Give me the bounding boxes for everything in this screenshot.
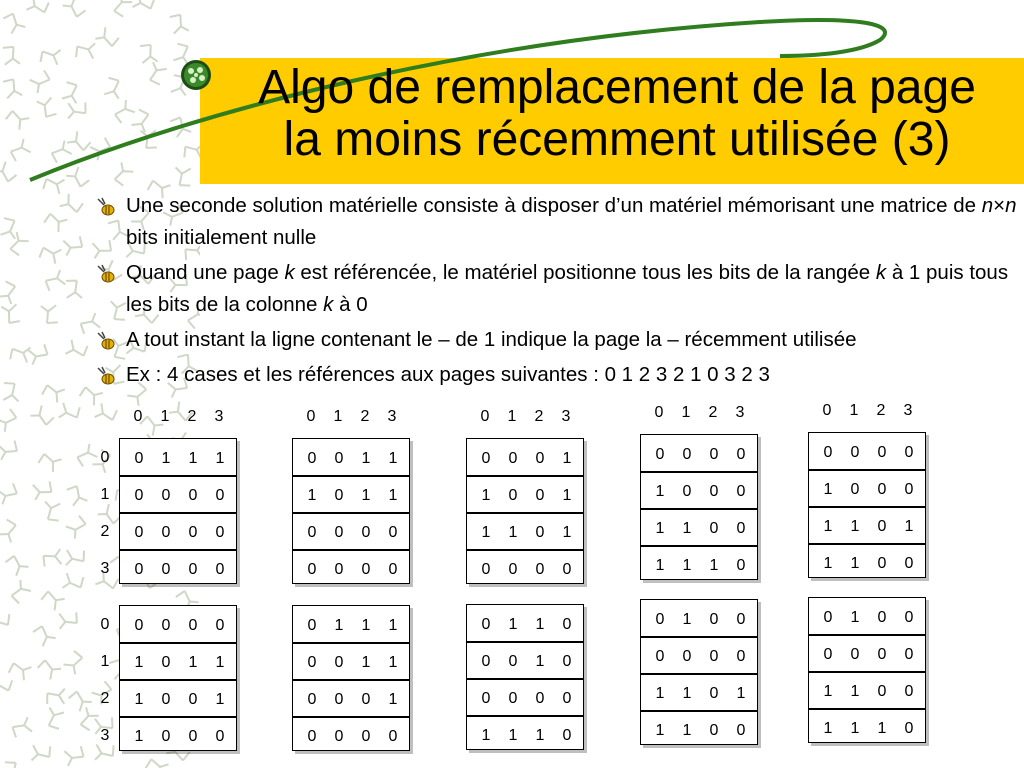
bullet-text: Ex : 4 cases et les références aux pages suivantes : 0 1 2 3 2 1 0 3 2 3 xyxy=(126,363,770,386)
row-label: 0 xyxy=(100,616,110,633)
matrix-cell: 0 xyxy=(709,722,719,739)
matrix-cell: 0 xyxy=(904,609,914,626)
matrix-cell: 1 xyxy=(388,450,398,467)
matrix-cell: 1 xyxy=(215,691,225,708)
bullet-text: Quand une page xyxy=(126,261,285,284)
matrix-cell: 0 xyxy=(334,450,344,467)
matrix-cell: 0 xyxy=(361,691,371,708)
matrix-cell: 0 xyxy=(535,690,545,707)
matrix-cell: 0 xyxy=(334,691,344,708)
matrix-cell: 0 xyxy=(508,690,518,707)
matrix-row-divider xyxy=(293,475,409,477)
matrix-cell: 0 xyxy=(188,691,198,708)
row-label: 2 xyxy=(100,523,110,540)
matrix-cell: 0 xyxy=(161,654,171,671)
matrix-cell: 0 xyxy=(215,561,225,578)
matrix-cell: 1 xyxy=(134,728,144,745)
matrix-row-divider xyxy=(120,475,236,477)
bee-bullet-icon xyxy=(94,263,116,285)
matrix-cell: 1 xyxy=(655,483,665,500)
matrix-cell: 1 xyxy=(682,685,692,702)
matrix-cell: 1 xyxy=(215,654,225,671)
bee-bullet-icon xyxy=(94,196,116,218)
column-label: 0 xyxy=(480,408,490,425)
column-label: 2 xyxy=(708,404,718,421)
matrix-row-divider xyxy=(809,506,925,508)
matrix-cell: 1 xyxy=(535,616,545,633)
matrix-cell: 0 xyxy=(562,690,572,707)
matrix-cell: 0 xyxy=(307,450,317,467)
matrix-cell: 0 xyxy=(682,648,692,665)
matrix-cell: 0 xyxy=(215,487,225,504)
matrix-row-divider xyxy=(641,508,757,510)
matrix-cell: 0 xyxy=(481,450,491,467)
bullet-item xyxy=(90,190,1020,254)
matrix-cell: 0 xyxy=(736,446,746,463)
matrix-cell: 1 xyxy=(508,524,518,541)
matrix-cell: 0 xyxy=(188,524,198,541)
matrix-cell: 1 xyxy=(655,557,665,574)
matrix-cell: 0 xyxy=(736,520,746,537)
matrix-row-divider xyxy=(809,634,925,636)
matrix-cell: 1 xyxy=(481,727,491,744)
matrix-cell: 0 xyxy=(562,616,572,633)
matrix-cell: 0 xyxy=(215,728,225,745)
matrix-cell: 1 xyxy=(361,654,371,671)
matrix-cell: 1 xyxy=(850,609,860,626)
bullet-text: est référencée, le matériel positionne tous les bits de la rangée xyxy=(294,261,876,284)
matrix-row-divider xyxy=(641,471,757,473)
matrix-row-divider xyxy=(809,708,925,710)
matrix-cell: 1 xyxy=(736,685,746,702)
matrix-cell: 1 xyxy=(562,524,572,541)
bullet-text: k xyxy=(875,261,887,284)
matrix-cell: 0 xyxy=(188,728,198,745)
matrix-cell: 0 xyxy=(361,561,371,578)
matrix-cell: 1 xyxy=(655,722,665,739)
bee-bullet-icon xyxy=(94,330,116,352)
bullet-text: à 0 xyxy=(333,293,368,316)
matrix-cell: 0 xyxy=(134,561,144,578)
matrix-cell: 1 xyxy=(388,617,398,634)
matrix-cell: 0 xyxy=(709,685,719,702)
matrix-cell: 0 xyxy=(904,646,914,663)
bullet-text: n xyxy=(1005,194,1017,217)
matrix-row-divider xyxy=(467,641,583,643)
matrix-cell: 0 xyxy=(134,450,144,467)
matrix-cell: 1 xyxy=(850,683,860,700)
matrix-cell: 0 xyxy=(904,720,914,737)
matrix-row-divider xyxy=(120,512,236,514)
matrix-row-divider xyxy=(467,512,583,514)
lru-matrix xyxy=(640,434,758,580)
matrix-cell: 1 xyxy=(709,557,719,574)
matrix-cell: 0 xyxy=(877,555,887,572)
row-label: 1 xyxy=(100,653,110,670)
column-label: 3 xyxy=(903,402,913,419)
matrix-cell: 1 xyxy=(850,555,860,572)
matrix-cell: 0 xyxy=(161,524,171,541)
lru-matrix xyxy=(119,605,237,751)
matrix-cell: 1 xyxy=(904,518,914,535)
matrix-cell: 1 xyxy=(655,520,665,537)
matrix-cell: 0 xyxy=(334,561,344,578)
matrix-cell: 1 xyxy=(562,487,572,504)
matrix-cell: 0 xyxy=(736,611,746,628)
row-label: 1 xyxy=(100,486,110,503)
matrix-cell: 0 xyxy=(823,609,833,626)
column-label: 1 xyxy=(160,408,170,425)
matrix-cell: 0 xyxy=(562,561,572,578)
matrix-cell: 0 xyxy=(508,561,518,578)
lru-matrix xyxy=(808,432,926,578)
matrix-cell: 0 xyxy=(535,450,545,467)
matrix-cell: 1 xyxy=(334,617,344,634)
matrix-cell: 1 xyxy=(535,727,545,744)
matrix-row-divider xyxy=(809,469,925,471)
matrix-cell: 1 xyxy=(823,518,833,535)
matrix-cell: 0 xyxy=(736,722,746,739)
matrix-cell: 0 xyxy=(850,481,860,498)
column-label: 1 xyxy=(333,408,343,425)
matrix-cell: 0 xyxy=(877,683,887,700)
matrix-cell: 0 xyxy=(215,524,225,541)
lru-matrix xyxy=(466,438,584,584)
matrix-cell: 0 xyxy=(188,561,198,578)
matrix-cell: 1 xyxy=(850,518,860,535)
matrix-cell: 0 xyxy=(307,728,317,745)
matrix-cell: 0 xyxy=(904,444,914,461)
matrix-cell: 1 xyxy=(508,727,518,744)
matrix-cell: 0 xyxy=(334,487,344,504)
matrix-cell: 1 xyxy=(481,524,491,541)
matrix-cell: 0 xyxy=(307,691,317,708)
matrix-cell: 0 xyxy=(709,483,719,500)
matrix-row-divider xyxy=(293,642,409,644)
matrix-cell: 1 xyxy=(388,654,398,671)
matrix-cell: 0 xyxy=(904,481,914,498)
matrix-cell: 0 xyxy=(562,653,572,670)
matrix-cell: 0 xyxy=(655,446,665,463)
matrix-cell: 0 xyxy=(850,646,860,663)
row-label: 2 xyxy=(100,690,110,707)
matrix-row-divider xyxy=(809,671,925,673)
matrix-cell: 0 xyxy=(535,524,545,541)
lru-matrix xyxy=(292,438,410,584)
matrix-cell: 1 xyxy=(682,557,692,574)
matrix-cell: 0 xyxy=(307,654,317,671)
matrix-cell: 0 xyxy=(709,520,719,537)
column-label: 0 xyxy=(133,408,143,425)
lru-matrix xyxy=(808,597,926,743)
matrix-row-divider xyxy=(641,545,757,547)
bullet-text: à 1 puis tous les bits de la colonne xyxy=(126,261,1009,316)
matrix-cell: 0 xyxy=(877,481,887,498)
matrix-cell: 0 xyxy=(823,646,833,663)
matrix-cell: 1 xyxy=(361,450,371,467)
matrix-cell: 0 xyxy=(161,728,171,745)
matrix-cell: 0 xyxy=(709,446,719,463)
matrix-cell: 1 xyxy=(823,481,833,498)
matrix-row-divider xyxy=(641,636,757,638)
bullet-text: k xyxy=(323,293,334,316)
matrix-cell: 1 xyxy=(682,722,692,739)
matrix-cell: 0 xyxy=(655,648,665,665)
matrix-cell: 0 xyxy=(877,609,887,626)
matrix-cell: 1 xyxy=(823,555,833,572)
column-label: 0 xyxy=(822,402,832,419)
column-label: 3 xyxy=(214,408,224,425)
matrix-cell: 0 xyxy=(161,617,171,634)
matrix-cell: 1 xyxy=(508,616,518,633)
bee-bullet-icon xyxy=(94,365,116,387)
lru-matrix xyxy=(640,599,758,745)
row-label: 0 xyxy=(100,449,110,466)
column-label: 2 xyxy=(360,408,370,425)
matrix-row-divider xyxy=(467,549,583,551)
matrix-cell: 0 xyxy=(307,617,317,634)
column-label: 1 xyxy=(507,408,517,425)
matrix-row-divider xyxy=(120,679,236,681)
column-label: 2 xyxy=(187,408,197,425)
matrix-cell: 0 xyxy=(388,561,398,578)
bullet-list xyxy=(90,190,1020,394)
matrix-row-divider xyxy=(120,716,236,718)
column-label: 1 xyxy=(681,404,691,421)
matrix-cell: 1 xyxy=(161,450,171,467)
matrix-cell: 1 xyxy=(535,653,545,670)
matrix-cell: 1 xyxy=(682,520,692,537)
matrix-cell: 0 xyxy=(535,487,545,504)
matrix-cell: 0 xyxy=(307,561,317,578)
matrix-cell: 0 xyxy=(307,524,317,541)
matrix-cell: 0 xyxy=(736,648,746,665)
column-label: 2 xyxy=(876,402,886,419)
lru-matrix xyxy=(119,438,237,584)
matrix-cell: 0 xyxy=(508,487,518,504)
bullet-item xyxy=(90,257,1020,321)
matrix-cell: 1 xyxy=(562,450,572,467)
matrix-cell: 1 xyxy=(361,487,371,504)
matrix-cell: 0 xyxy=(508,450,518,467)
column-label: 0 xyxy=(306,408,316,425)
matrix-cell: 0 xyxy=(709,611,719,628)
matrix-cell: 0 xyxy=(904,555,914,572)
matrix-row-divider xyxy=(120,549,236,551)
matrix-row-divider xyxy=(293,549,409,551)
bullet-text: bits initialement nulle xyxy=(126,226,317,249)
matrix-cell: 1 xyxy=(188,450,198,467)
bullet-text: × xyxy=(993,194,1006,217)
matrix-row-divider xyxy=(293,512,409,514)
bullet-text: n xyxy=(981,194,994,217)
matrix-cell: 0 xyxy=(481,616,491,633)
matrix-cell: 1 xyxy=(388,487,398,504)
matrix-cell: 0 xyxy=(682,483,692,500)
matrix-cell: 0 xyxy=(736,483,746,500)
lru-matrix xyxy=(466,604,584,750)
matrix-cell: 0 xyxy=(709,648,719,665)
matrix-row-divider xyxy=(120,642,236,644)
matrix-cell: 0 xyxy=(877,518,887,535)
matrix-row-divider xyxy=(293,679,409,681)
matrix-row-divider xyxy=(293,716,409,718)
matrix-cell: 0 xyxy=(481,690,491,707)
matrix-cell: 1 xyxy=(307,487,317,504)
column-label: 1 xyxy=(849,402,859,419)
matrix-cell: 0 xyxy=(134,524,144,541)
matrix-row-divider xyxy=(809,543,925,545)
lru-matrix xyxy=(292,605,410,751)
matrix-cell: 0 xyxy=(535,561,545,578)
column-label: 0 xyxy=(654,404,664,421)
matrix-cell: 1 xyxy=(655,685,665,702)
matrix-cell: 0 xyxy=(334,654,344,671)
column-label: 3 xyxy=(561,408,571,425)
matrix-row-divider xyxy=(467,475,583,477)
matrix-cell: 1 xyxy=(215,450,225,467)
matrix-cell: 0 xyxy=(161,487,171,504)
matrix-cell: 0 xyxy=(655,611,665,628)
matrix-cell: 0 xyxy=(188,487,198,504)
matrix-cell: 0 xyxy=(877,444,887,461)
matrix-cell: 1 xyxy=(850,720,860,737)
matrix-cell: 0 xyxy=(134,487,144,504)
matrix-cell: 1 xyxy=(823,720,833,737)
matrix-cell: 0 xyxy=(904,683,914,700)
matrix-row-divider xyxy=(467,678,583,680)
row-label: 3 xyxy=(100,727,110,744)
matrix-cell: 0 xyxy=(361,524,371,541)
matrix-cell: 0 xyxy=(850,444,860,461)
matrix-cell: 0 xyxy=(877,646,887,663)
matrix-cell: 1 xyxy=(682,611,692,628)
bullet-item xyxy=(90,359,1020,391)
matrix-row-divider xyxy=(641,710,757,712)
matrix-cell: 1 xyxy=(388,691,398,708)
matrix-row-divider xyxy=(641,673,757,675)
matrix-cell: 0 xyxy=(334,728,344,745)
matrix-cell: 0 xyxy=(215,617,225,634)
matrix-cell: 0 xyxy=(161,561,171,578)
matrix-cell: 1 xyxy=(134,654,144,671)
matrix-cell: 0 xyxy=(508,653,518,670)
matrix-cell: 1 xyxy=(823,683,833,700)
matrix-cell: 0 xyxy=(481,561,491,578)
matrix-cell: 1 xyxy=(134,691,144,708)
matrix-cell: 0 xyxy=(134,617,144,634)
matrix-cell: 0 xyxy=(682,446,692,463)
column-label: 3 xyxy=(387,408,397,425)
slide-title-line-1: Algo de remplacement de la page xyxy=(258,61,976,114)
bullet-item xyxy=(90,324,1020,356)
matrix-cell: 1 xyxy=(481,487,491,504)
slide-title-line-2: la moins récemment utilisée (3) xyxy=(283,113,951,166)
matrix-cell: 0 xyxy=(188,617,198,634)
matrix-cell: 0 xyxy=(736,557,746,574)
matrix-cell: 0 xyxy=(562,727,572,744)
matrix-row-divider xyxy=(467,715,583,717)
matrix-cell: 0 xyxy=(388,524,398,541)
matrix-cell: 0 xyxy=(334,524,344,541)
bullet-text: A tout instant la ligne contenant le – de 1 indique la page la – récemment utilisée xyxy=(126,328,857,351)
matrix-cell: 0 xyxy=(161,691,171,708)
matrix-cell: 0 xyxy=(481,653,491,670)
bullet-text: Une seconde solution matérielle consiste à disposer d’un matériel mémorisant une matrice de xyxy=(126,194,982,217)
matrix-cell: 1 xyxy=(188,654,198,671)
matrix-cell: 1 xyxy=(877,720,887,737)
matrix-cell: 0 xyxy=(388,728,398,745)
matrix-cell: 1 xyxy=(361,617,371,634)
matrix-cell: 0 xyxy=(361,728,371,745)
bullet-text: k xyxy=(284,261,295,284)
row-label: 3 xyxy=(100,560,110,577)
column-label: 2 xyxy=(534,408,544,425)
column-label: 3 xyxy=(735,404,745,421)
matrix-cell: 0 xyxy=(823,444,833,461)
